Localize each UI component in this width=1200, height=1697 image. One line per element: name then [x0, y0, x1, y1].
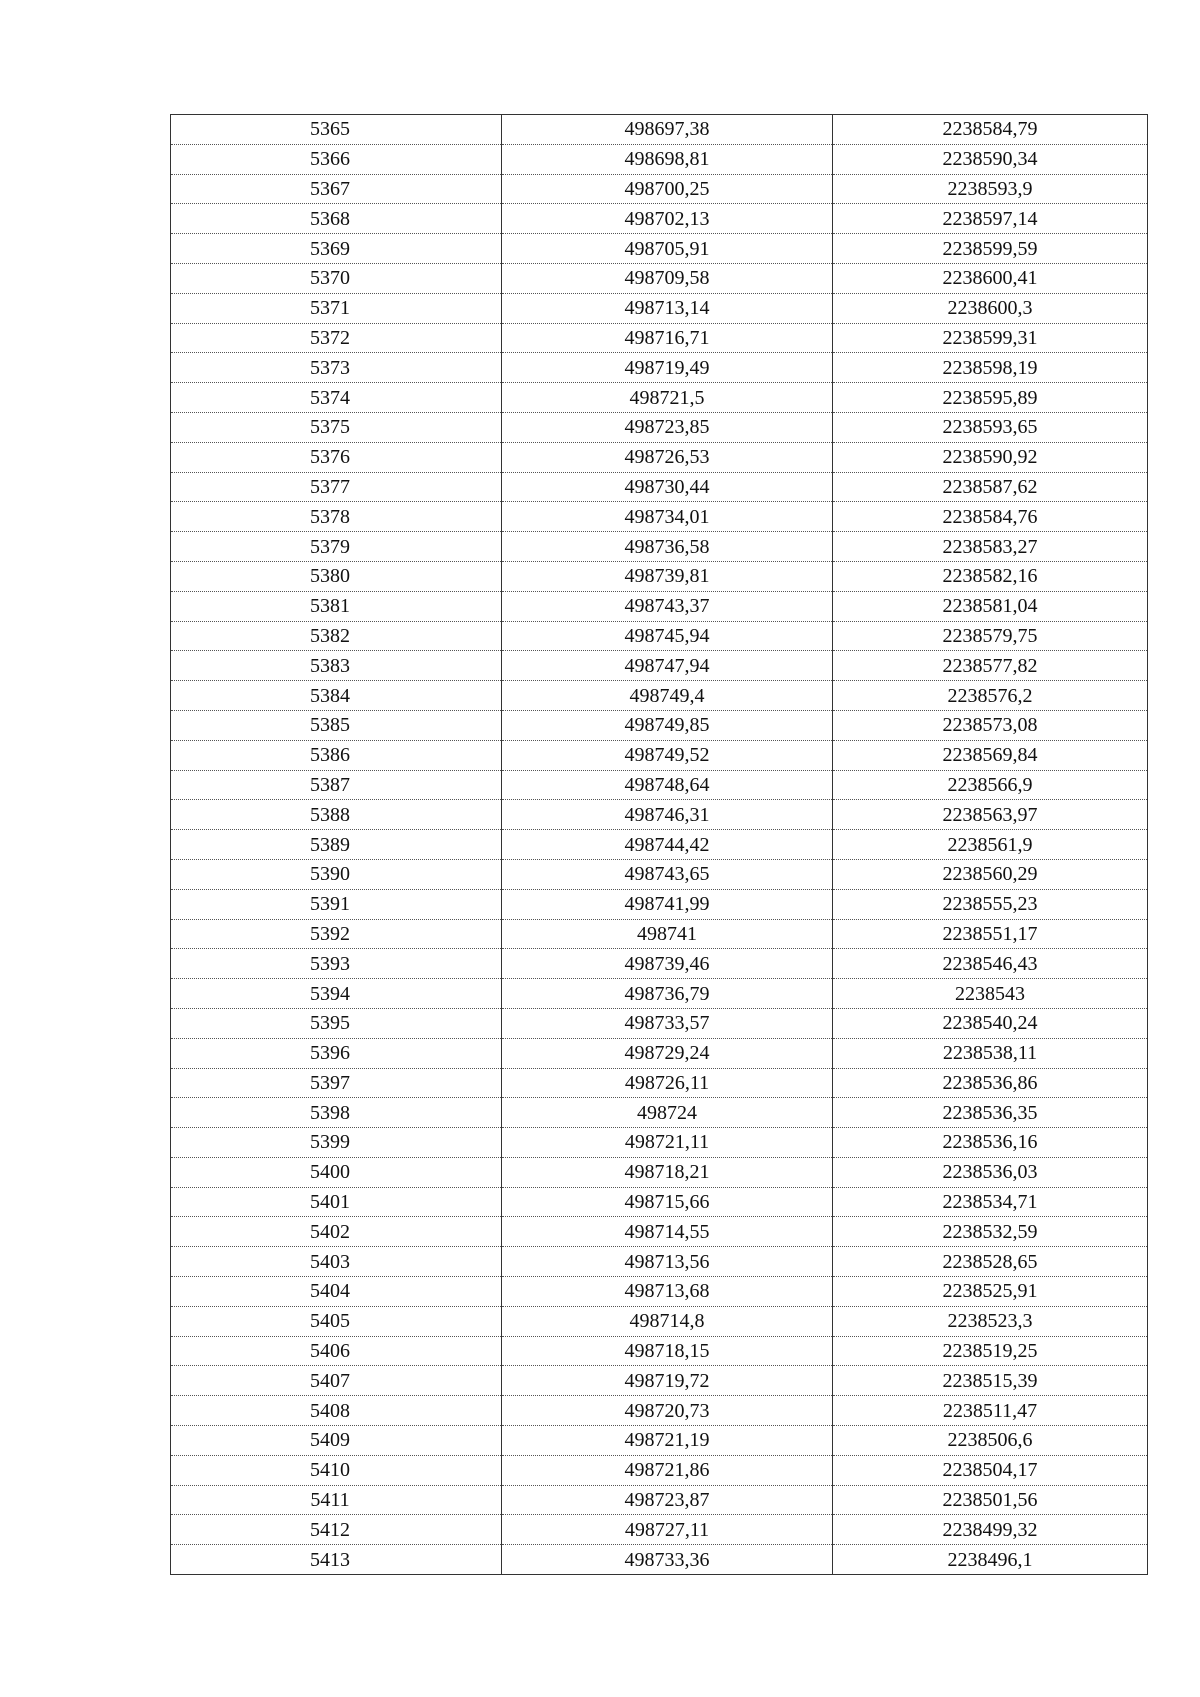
table-row — [171, 710, 1148, 740]
y-coordinate-cell: 2238600,3 — [833, 293, 1148, 323]
table-row — [171, 1038, 1148, 1068]
y-coordinate-cell: 2238599,59 — [833, 234, 1148, 264]
y-coordinate-cell: 2238583,27 — [833, 532, 1148, 562]
point-number-cell: 5402 — [171, 1217, 502, 1247]
y-coordinate-cell: 2238598,19 — [833, 353, 1148, 383]
point-number-cell: 5389 — [171, 830, 502, 860]
table-row — [171, 174, 1148, 204]
table-row — [171, 442, 1148, 472]
x-coordinate-cell: 498747,94 — [502, 651, 833, 681]
table-row — [171, 889, 1148, 919]
y-coordinate-cell: 2238536,03 — [833, 1157, 1148, 1187]
x-coordinate-cell: 498718,21 — [502, 1157, 833, 1187]
x-coordinate-cell: 498719,49 — [502, 353, 833, 383]
point-number-cell: 5412 — [171, 1515, 502, 1545]
table-row — [171, 1187, 1148, 1217]
coordinates-table-container — [170, 114, 1147, 1575]
x-coordinate-cell: 498746,31 — [502, 800, 833, 830]
point-number-cell: 5400 — [171, 1157, 502, 1187]
point-number-cell: 5366 — [171, 144, 502, 174]
x-coordinate-cell: 498727,11 — [502, 1515, 833, 1545]
x-coordinate-cell: 498713,68 — [502, 1277, 833, 1307]
point-number-cell: 5381 — [171, 591, 502, 621]
y-coordinate-cell: 2238563,97 — [833, 800, 1148, 830]
point-number-cell: 5405 — [171, 1306, 502, 1336]
y-coordinate-cell: 2238579,75 — [833, 621, 1148, 651]
table-row — [171, 115, 1148, 145]
point-number-cell: 5393 — [171, 949, 502, 979]
x-coordinate-cell: 498745,94 — [502, 621, 833, 651]
point-number-cell: 5398 — [171, 1098, 502, 1128]
table-row — [171, 234, 1148, 264]
y-coordinate-cell: 2238519,25 — [833, 1336, 1148, 1366]
x-coordinate-cell: 498748,64 — [502, 770, 833, 800]
y-coordinate-cell: 2238576,2 — [833, 681, 1148, 711]
point-number-cell: 5396 — [171, 1038, 502, 1068]
table-row — [171, 740, 1148, 770]
x-coordinate-cell: 498713,14 — [502, 293, 833, 323]
table-row — [171, 561, 1148, 591]
y-coordinate-cell: 2238599,31 — [833, 323, 1148, 353]
y-coordinate-cell: 2238538,11 — [833, 1038, 1148, 1068]
x-coordinate-cell: 498715,66 — [502, 1187, 833, 1217]
table-row — [171, 859, 1148, 889]
x-coordinate-cell: 498718,15 — [502, 1336, 833, 1366]
y-coordinate-cell: 2238511,47 — [833, 1396, 1148, 1426]
table-row — [171, 681, 1148, 711]
table-row — [171, 1098, 1148, 1128]
table-row — [171, 263, 1148, 293]
x-coordinate-cell: 498749,85 — [502, 710, 833, 740]
x-coordinate-cell: 498736,58 — [502, 532, 833, 562]
y-coordinate-cell: 2238581,04 — [833, 591, 1148, 621]
y-coordinate-cell: 2238561,9 — [833, 830, 1148, 860]
table-row — [171, 1485, 1148, 1515]
x-coordinate-cell: 498741 — [502, 919, 833, 949]
table-row — [171, 1068, 1148, 1098]
point-number-cell: 5391 — [171, 889, 502, 919]
y-coordinate-cell: 2238536,86 — [833, 1068, 1148, 1098]
x-coordinate-cell: 498700,25 — [502, 174, 833, 204]
table-row — [171, 1545, 1148, 1575]
x-coordinate-cell: 498723,87 — [502, 1485, 833, 1515]
y-coordinate-cell: 2238555,23 — [833, 889, 1148, 919]
y-coordinate-cell: 2238543 — [833, 979, 1148, 1009]
x-coordinate-cell: 498743,65 — [502, 859, 833, 889]
point-number-cell: 5408 — [171, 1396, 502, 1426]
y-coordinate-cell: 2238523,3 — [833, 1306, 1148, 1336]
table-row — [171, 1008, 1148, 1038]
table-row — [171, 621, 1148, 651]
x-coordinate-cell: 498698,81 — [502, 144, 833, 174]
x-coordinate-cell: 498726,53 — [502, 442, 833, 472]
y-coordinate-cell: 2238584,79 — [833, 115, 1148, 145]
point-number-cell: 5369 — [171, 234, 502, 264]
x-coordinate-cell: 498721,19 — [502, 1426, 833, 1456]
x-coordinate-cell: 498730,44 — [502, 472, 833, 502]
point-number-cell: 5390 — [171, 859, 502, 889]
y-coordinate-cell: 2238540,24 — [833, 1008, 1148, 1038]
x-coordinate-cell: 498726,11 — [502, 1068, 833, 1098]
table-row — [171, 919, 1148, 949]
coordinates-table — [170, 114, 1148, 1575]
table-row — [171, 1128, 1148, 1158]
y-coordinate-cell: 2238536,35 — [833, 1098, 1148, 1128]
point-number-cell: 5395 — [171, 1008, 502, 1038]
table-row — [171, 1336, 1148, 1366]
table-row — [171, 1217, 1148, 1247]
point-number-cell: 5394 — [171, 979, 502, 1009]
y-coordinate-cell: 2238573,08 — [833, 710, 1148, 740]
y-coordinate-cell: 2238582,16 — [833, 561, 1148, 591]
point-number-cell: 5386 — [171, 740, 502, 770]
table-row — [171, 353, 1148, 383]
table-row — [171, 1277, 1148, 1307]
table-row — [171, 383, 1148, 413]
y-coordinate-cell: 2238499,32 — [833, 1515, 1148, 1545]
x-coordinate-cell: 498739,46 — [502, 949, 833, 979]
y-coordinate-cell: 2238560,29 — [833, 859, 1148, 889]
y-coordinate-cell: 2238590,34 — [833, 144, 1148, 174]
table-row — [171, 651, 1148, 681]
y-coordinate-cell: 2238515,39 — [833, 1366, 1148, 1396]
x-coordinate-cell: 498702,13 — [502, 204, 833, 234]
y-coordinate-cell: 2238597,14 — [833, 204, 1148, 234]
point-number-cell: 5375 — [171, 412, 502, 442]
point-number-cell: 5378 — [171, 502, 502, 532]
y-coordinate-cell: 2238525,91 — [833, 1277, 1148, 1307]
y-coordinate-cell: 2238600,41 — [833, 263, 1148, 293]
y-coordinate-cell: 2238506,6 — [833, 1426, 1148, 1456]
x-coordinate-cell: 498721,5 — [502, 383, 833, 413]
table-row — [171, 472, 1148, 502]
coordinates-table-body — [171, 115, 1148, 1575]
y-coordinate-cell: 2238593,65 — [833, 412, 1148, 442]
point-number-cell: 5384 — [171, 681, 502, 711]
x-coordinate-cell: 498709,58 — [502, 263, 833, 293]
y-coordinate-cell: 2238584,76 — [833, 502, 1148, 532]
table-row — [171, 502, 1148, 532]
x-coordinate-cell: 498744,42 — [502, 830, 833, 860]
point-number-cell: 5383 — [171, 651, 502, 681]
x-coordinate-cell: 498716,71 — [502, 323, 833, 353]
y-coordinate-cell: 2238546,43 — [833, 949, 1148, 979]
point-number-cell: 5367 — [171, 174, 502, 204]
point-number-cell: 5376 — [171, 442, 502, 472]
point-number-cell: 5374 — [171, 383, 502, 413]
point-number-cell: 5370 — [171, 263, 502, 293]
x-coordinate-cell: 498739,81 — [502, 561, 833, 591]
point-number-cell: 5385 — [171, 710, 502, 740]
table-row — [171, 1366, 1148, 1396]
table-row — [171, 830, 1148, 860]
table-row — [171, 800, 1148, 830]
x-coordinate-cell: 498697,38 — [502, 115, 833, 145]
y-coordinate-cell: 2238536,16 — [833, 1128, 1148, 1158]
table-row — [171, 1396, 1148, 1426]
y-coordinate-cell: 2238593,9 — [833, 174, 1148, 204]
table-row — [171, 591, 1148, 621]
x-coordinate-cell: 498713,56 — [502, 1247, 833, 1277]
point-number-cell: 5392 — [171, 919, 502, 949]
x-coordinate-cell: 498705,91 — [502, 234, 833, 264]
table-row — [171, 1247, 1148, 1277]
y-coordinate-cell: 2238504,17 — [833, 1455, 1148, 1485]
x-coordinate-cell: 498714,8 — [502, 1306, 833, 1336]
y-coordinate-cell: 2238534,71 — [833, 1187, 1148, 1217]
y-coordinate-cell: 2238577,82 — [833, 651, 1148, 681]
x-coordinate-cell: 498749,4 — [502, 681, 833, 711]
x-coordinate-cell: 498721,86 — [502, 1455, 833, 1485]
point-number-cell: 5387 — [171, 770, 502, 800]
point-number-cell: 5377 — [171, 472, 502, 502]
x-coordinate-cell: 498720,73 — [502, 1396, 833, 1426]
y-coordinate-cell: 2238501,56 — [833, 1485, 1148, 1515]
x-coordinate-cell: 498734,01 — [502, 502, 833, 532]
y-coordinate-cell: 2238528,65 — [833, 1247, 1148, 1277]
x-coordinate-cell: 498719,72 — [502, 1366, 833, 1396]
point-number-cell: 5411 — [171, 1485, 502, 1515]
point-number-cell: 5388 — [171, 800, 502, 830]
x-coordinate-cell: 498736,79 — [502, 979, 833, 1009]
x-coordinate-cell: 498733,57 — [502, 1008, 833, 1038]
point-number-cell: 5406 — [171, 1336, 502, 1366]
y-coordinate-cell: 2238590,92 — [833, 442, 1148, 472]
table-row — [171, 979, 1148, 1009]
point-number-cell: 5401 — [171, 1187, 502, 1217]
table-row — [171, 770, 1148, 800]
table-row — [171, 323, 1148, 353]
x-coordinate-cell: 498729,24 — [502, 1038, 833, 1068]
point-number-cell: 5410 — [171, 1455, 502, 1485]
table-row — [171, 293, 1148, 323]
x-coordinate-cell: 498743,37 — [502, 591, 833, 621]
x-coordinate-cell: 498714,55 — [502, 1217, 833, 1247]
y-coordinate-cell: 2238569,84 — [833, 740, 1148, 770]
point-number-cell: 5399 — [171, 1128, 502, 1158]
point-number-cell: 5382 — [171, 621, 502, 651]
x-coordinate-cell: 498741,99 — [502, 889, 833, 919]
point-number-cell: 5407 — [171, 1366, 502, 1396]
y-coordinate-cell: 2238566,9 — [833, 770, 1148, 800]
x-coordinate-cell: 498721,11 — [502, 1128, 833, 1158]
y-coordinate-cell: 2238587,62 — [833, 472, 1148, 502]
point-number-cell: 5409 — [171, 1426, 502, 1456]
point-number-cell: 5403 — [171, 1247, 502, 1277]
x-coordinate-cell: 498733,36 — [502, 1545, 833, 1575]
point-number-cell: 5397 — [171, 1068, 502, 1098]
table-row — [171, 532, 1148, 562]
point-number-cell: 5365 — [171, 115, 502, 145]
point-number-cell: 5413 — [171, 1545, 502, 1575]
point-number-cell: 5380 — [171, 561, 502, 591]
point-number-cell: 5368 — [171, 204, 502, 234]
table-row — [171, 204, 1148, 234]
x-coordinate-cell: 498724 — [502, 1098, 833, 1128]
table-row — [171, 1426, 1148, 1456]
y-coordinate-cell: 2238532,59 — [833, 1217, 1148, 1247]
table-row — [171, 1515, 1148, 1545]
table-row — [171, 144, 1148, 174]
point-number-cell: 5404 — [171, 1277, 502, 1307]
x-coordinate-cell: 498749,52 — [502, 740, 833, 770]
table-row — [171, 1157, 1148, 1187]
point-number-cell: 5373 — [171, 353, 502, 383]
y-coordinate-cell: 2238595,89 — [833, 383, 1148, 413]
point-number-cell: 5372 — [171, 323, 502, 353]
table-row — [171, 1455, 1148, 1485]
point-number-cell: 5379 — [171, 532, 502, 562]
table-row — [171, 412, 1148, 442]
x-coordinate-cell: 498723,85 — [502, 412, 833, 442]
table-row — [171, 1306, 1148, 1336]
y-coordinate-cell: 2238551,17 — [833, 919, 1148, 949]
y-coordinate-cell: 2238496,1 — [833, 1545, 1148, 1575]
point-number-cell: 5371 — [171, 293, 502, 323]
table-row — [171, 949, 1148, 979]
